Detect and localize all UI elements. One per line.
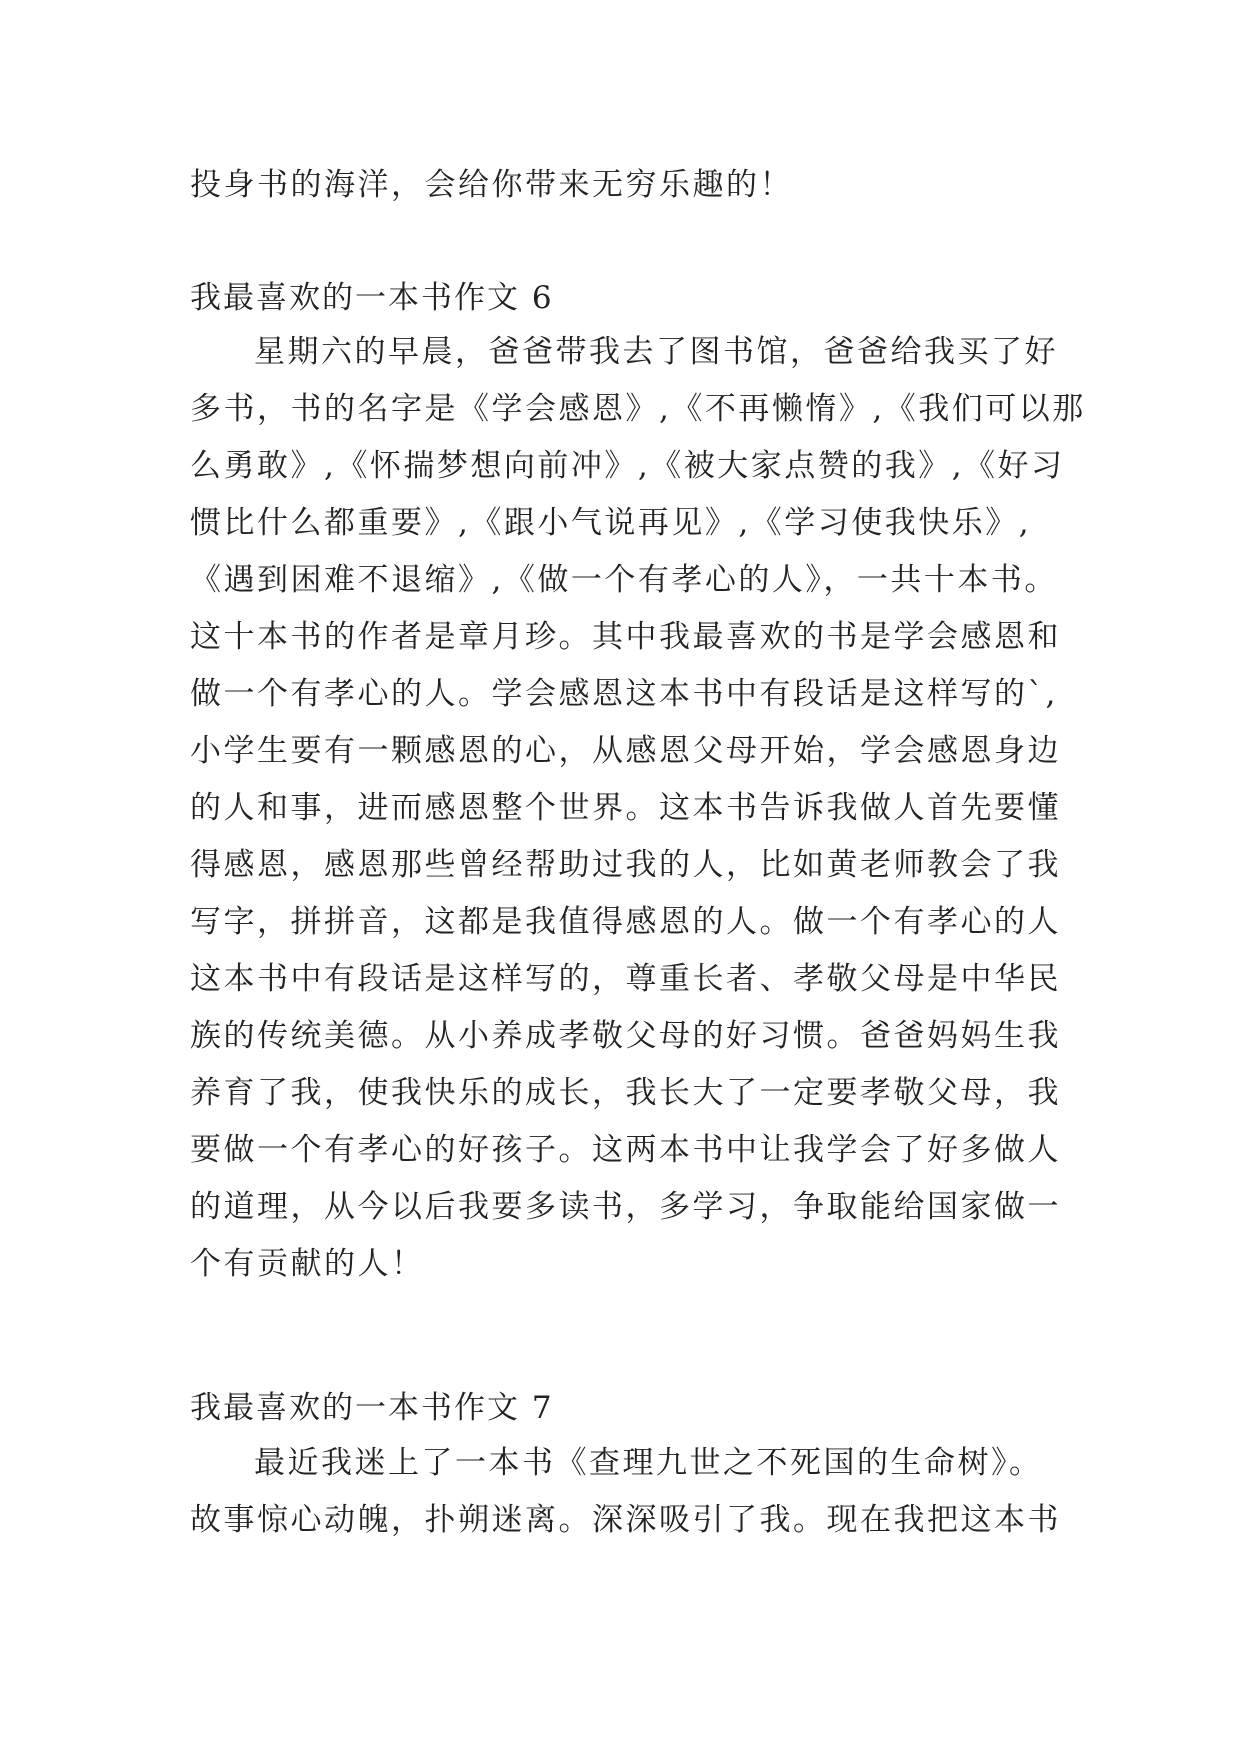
section-6-body-line: 这十本书的作者是章月珍。其中我最喜欢的书是学会感恩和 — [190, 619, 1061, 655]
section-7-body-line: 故事惊心动魄，扑朔迷离。深深吸引了我。现在我把这本书 — [190, 1502, 1061, 1538]
section-6-body-line: 多书，书的名字是《学会感恩》,《不再懒惰》,《我们可以那 — [190, 391, 1086, 427]
section-6-body-line: 个有贡献的人！ — [190, 1246, 425, 1282]
section-6-body-line: 《遇到困难不退缩》,《做一个有孝心的人》，一共十本书。 — [190, 562, 1058, 598]
section-6-body-line: 小学生要有一颗感恩的心，从感恩父母开始，学会感恩身边 — [190, 733, 1061, 769]
section-6-body-line: 这本书中有段话是这样写的，尊重长者、孝敬父母是中华民 — [190, 961, 1061, 997]
section-6-body-line: 惯比什么都重要》,《跟小气说再见》,《学习使我快乐》, — [190, 505, 1032, 541]
section-7-body-line: 最近我迷上了一本书《查理九世之不死国的生命树》。 — [254, 1445, 1043, 1481]
section-6-body-line: 的道理，从今以后我要多读书，多学习，争取能给国家做一 — [190, 1189, 1061, 1225]
section-6-body-line: 的人和事，进而感恩整个世界。这本书告诉我做人首先要懂 — [190, 790, 1061, 826]
section-6-body-line: 得感恩，感恩那些曾经帮助过我的人，比如黄老师教会了我 — [190, 847, 1061, 883]
intro-line: 投身书的海洋，会给你带来无穷乐趣的！ — [190, 167, 793, 203]
section-6-body-line: 做一个有孝心的人。学会感恩这本书中有段话是这样写的`, — [190, 676, 1058, 712]
section-6-body-line: 写字，拼拼音，这都是我值得感恩的人。做一个有孝心的人 — [190, 904, 1061, 940]
section-6-body-line: 星期六的早晨，爸爸带我去了图书馆，爸爸给我买了好 — [254, 334, 1058, 370]
section-6-body-line: 要做一个有孝心的好孩子。这两本书中让我学会了好多做人 — [190, 1132, 1061, 1168]
section-7-title: 我最喜欢的一本书作文 7 — [190, 1390, 554, 1426]
section-6-body-line: 养育了我，使我快乐的成长，我长大了一定要孝敬父母，我 — [190, 1075, 1061, 1111]
section-6-body-line: 族的传统美德。从小养成孝敬父母的好习惯。爸爸妈妈生我 — [190, 1018, 1061, 1054]
section-6-body-line: 么勇敢》,《怀揣梦想向前冲》,《被大家点赞的我》,《好习 — [190, 448, 1065, 484]
section-6-title: 我最喜欢的一本书作文 6 — [190, 280, 554, 316]
